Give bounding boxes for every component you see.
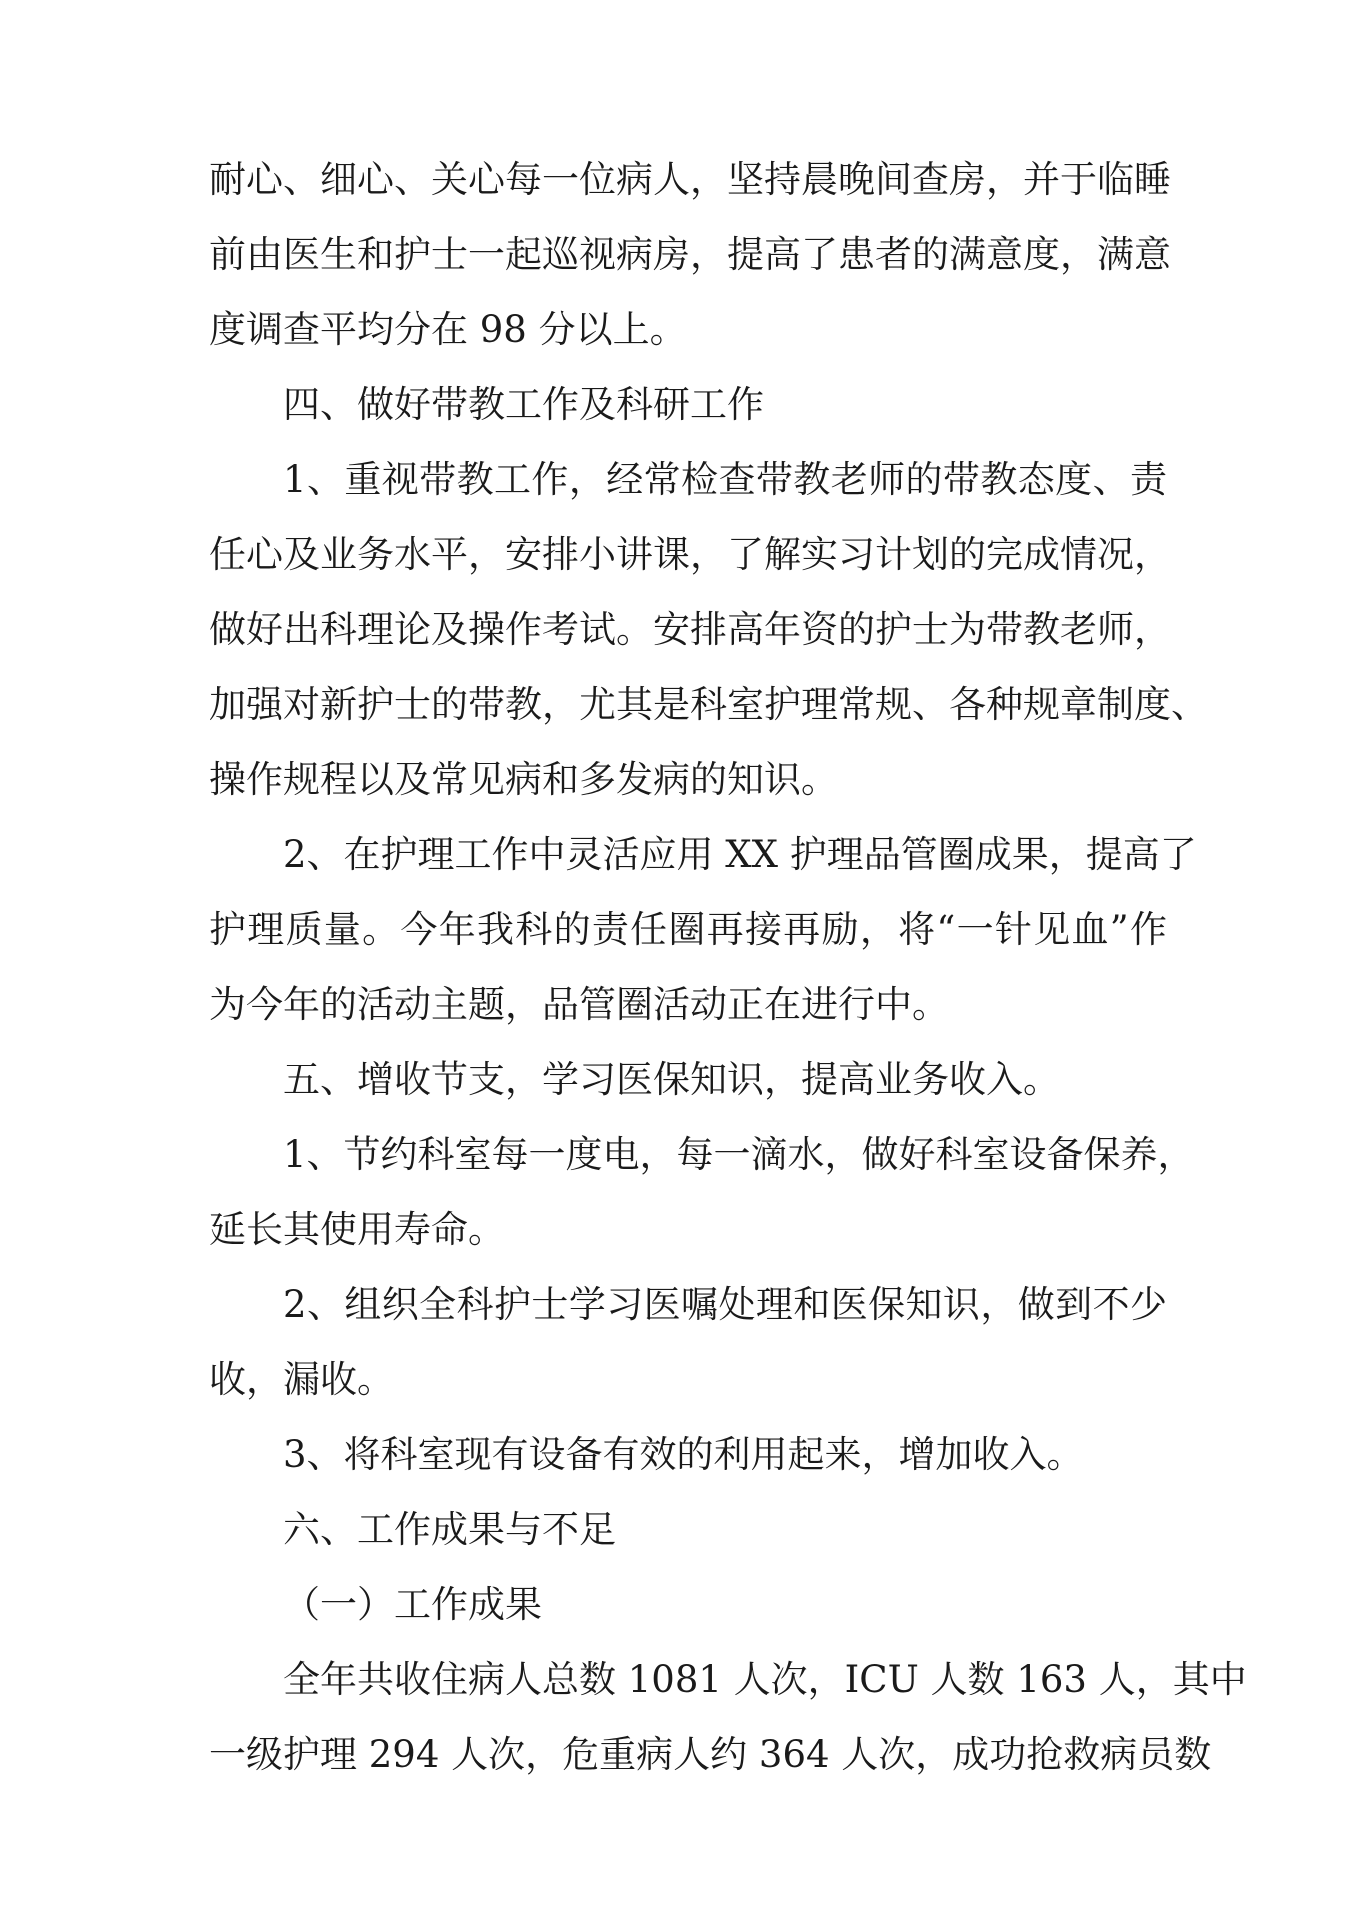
paragraph-line: 操作规程以及常见病和多发病的知识。 — [209, 758, 838, 801]
paragraph-line: 1、节约科室每一度电，每一滴水，做好科室设备保养， — [283, 1133, 1195, 1176]
paragraph-line: 1、重视带教工作，经常检查带教老师的带教态度、责 — [283, 458, 1167, 501]
document-body — [209, 142, 1247, 1792]
paragraph-line: 前由医生和护士一起巡视病房，提高了患者的满意度，满意 — [209, 233, 1171, 276]
section-heading: 六、工作成果与不足 — [283, 1508, 616, 1551]
paragraph-line: 3、将科室现有设备有效的利用起来，增加收入。 — [283, 1433, 1084, 1476]
paragraph-line: 耐心、细心、关心每一位病人，坚持晨晚间查房，并于临睡 — [209, 158, 1171, 201]
paragraph-line: 一级护理 294 人次，危重病人约 364 人次，成功抢救病员数 — [209, 1733, 1212, 1776]
paragraph-line: 任心及业务水平，安排小讲课，了解实习计划的完成情况， — [209, 533, 1171, 576]
paragraph-line: 做好出科理论及操作考试。安排高年资的护士为带教老师， — [209, 608, 1171, 651]
paragraph-line: 护理质量。今年我科的责任圈再接再励，将“一针见血”作 — [209, 908, 1167, 951]
paragraph-line: 度调查平均分在 98 分以上。 — [209, 308, 687, 351]
paragraph-line: 加强对新护士的带教，尤其是科室护理常规、各种规章制度、 — [209, 683, 1208, 726]
paragraph-line: 延长其使用寿命。 — [209, 1208, 505, 1251]
paragraph-line: 2、组织全科护士学习医嘱处理和医保知识，做到不少 — [283, 1283, 1167, 1326]
section-heading: 四、做好带教工作及科研工作 — [283, 383, 764, 426]
subsection-heading: （一）工作成果 — [283, 1583, 542, 1626]
paragraph-line: 收，漏收。 — [209, 1358, 394, 1401]
section-heading: 五、增收节支，学习医保知识，提高业务收入。 — [283, 1058, 1060, 1101]
paragraph-line: 2、在护理工作中灵活应用 XX 护理品管圈成果，提高了 — [283, 833, 1197, 876]
paragraph-line: 全年共收住病人总数 1081 人次，ICU 人数 163 人，其中 — [283, 1658, 1247, 1701]
paragraph-line: 为今年的活动主题，品管圈活动正在进行中。 — [209, 983, 949, 1026]
